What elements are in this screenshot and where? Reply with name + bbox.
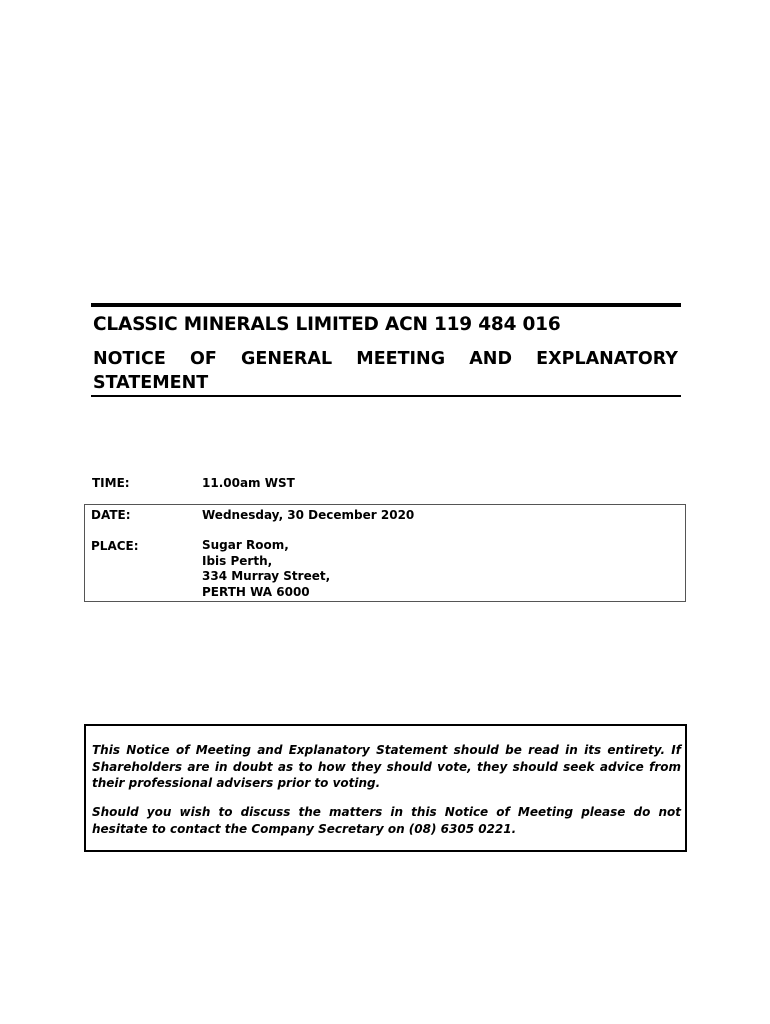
title-word: MEETING <box>356 349 446 369</box>
place-line: Ibis Perth, <box>202 553 273 568</box>
title-word: NOTICE <box>93 349 166 369</box>
advisory-notice-box <box>84 724 687 852</box>
advisory-paragraph-2: Should you wish to discuss the matters in this Notice of Meeting please do not hesitate to contact the Company Secretary on (08) 6305 0221. <box>92 805 681 836</box>
time-value: 11.00am WST <box>202 476 295 490</box>
document-title-line-2: STATEMENT <box>93 373 209 393</box>
title-word: EXPLANATORY <box>536 349 678 369</box>
place-label: PLACE: <box>91 539 139 553</box>
place-line: Sugar Room, <box>202 538 289 552</box>
document-title-line-1 <box>93 347 678 371</box>
place-value <box>202 538 330 600</box>
place-line: 334 Murray Street, <box>202 569 331 583</box>
date-value: Wednesday, 30 December 2020 <box>202 508 415 522</box>
title-word: AND <box>469 349 512 369</box>
title-word: OF <box>189 349 217 369</box>
title-word: GENERAL <box>241 349 333 369</box>
title-block <box>91 303 681 397</box>
date-label: DATE: <box>91 508 131 522</box>
advisory-paragraph-1: This Notice of Meeting and Explanatory Statement should be read in its entirety. If Shareholders are in doubt as to how they should vote, they should seek advice from their professional advisers prior to voting. <box>92 743 681 790</box>
time-label: TIME: <box>92 476 130 490</box>
place-line: PERTH WA 6000 <box>202 584 310 599</box>
company-name: CLASSIC MINERALS LIMITED ACN 119 484 016 <box>93 314 561 335</box>
document-title <box>93 347 678 395</box>
